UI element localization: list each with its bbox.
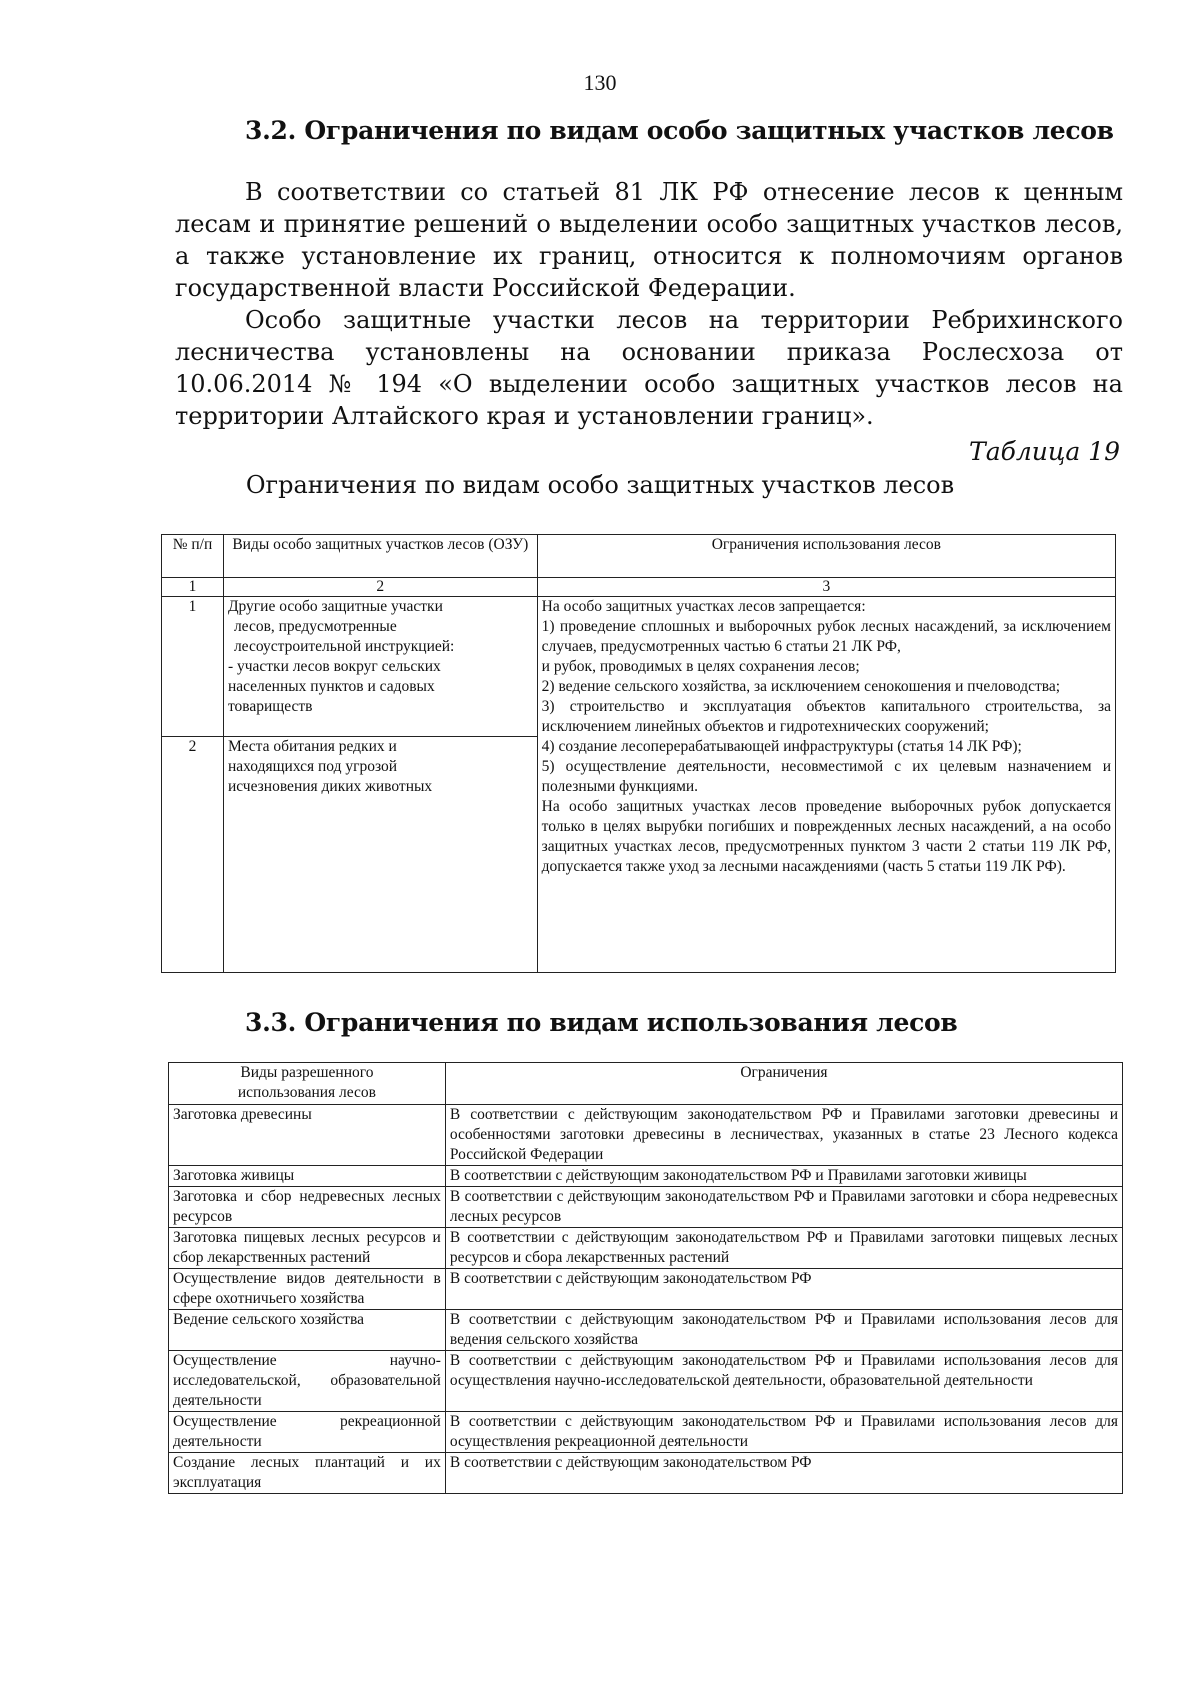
table-row [162, 597, 1116, 737]
ozu-type-line: товариществ [227, 698, 313, 715]
header-use-type: Виды разрешенного использования лесов [169, 1063, 446, 1105]
restriction-cell: В соответствии с действующим законодательством РФ и Правилами заготовки пищевых лесных ресурсов и сбора лекарственных растений [445, 1228, 1122, 1269]
ozu-type-line: населенных пунктов и садовых [227, 678, 435, 695]
ozu-type-line: Другие особо защитные участки [227, 598, 443, 615]
table-caption: Ограничения по видам особо защитных участков лесов [245, 471, 955, 499]
restriction-text: 3) строительство и эксплуатация объектов капитального строительства, за исключением линейных объектов и гидротехнических сооружений; [541, 698, 1111, 735]
ozu-type-line: находящихся под угрозой [227, 758, 398, 775]
ozu-type-line: исчезновения диких животных [227, 778, 433, 795]
table-header-row [169, 1063, 1123, 1105]
table-row [169, 1453, 1123, 1494]
restriction-cell: В соответствии с действующим законодательством РФ [445, 1453, 1122, 1494]
restriction-cell: В соответствии с действующим законодательством РФ [445, 1269, 1122, 1310]
row-number: 2 [162, 737, 224, 973]
row-number: 1 [162, 597, 224, 737]
table-header-row [162, 535, 1116, 578]
header-ozu-type: Виды особо защитных участков лесов (ОЗУ) [223, 535, 537, 578]
restriction-text: 2) ведение сельского хозяйства, за исключением сенокошения и пчеловодства; [541, 678, 1061, 695]
paragraph-1: В соответствии со статьей 81 ЛК РФ отнесение лесов к ценным лесам и принятие решений о выделении особо защитных участков лесов, а также установление их границ, относится к полномочиям органов государственной власти Российской Федерации. [175, 178, 1123, 302]
use-type-cell: Заготовка пищевых лесных ресурсов и сбор лекарственных растений [169, 1228, 446, 1269]
column-number: 1 [162, 578, 224, 597]
restriction-text: На особо защитных участках лесов проведение выборочных рубок допускается только в целях вырубки погибших и поврежденных лесных насаждений, а на особо защитных участках лесов, предусмотренных пунктом 3 части 2 статьи 119 ЛК РФ, допускается также уход за лесными насаждениями (часть 5 статьи 119 ЛК РФ). [541, 798, 1111, 875]
restriction-text: На особо защитных участках лесов запрещается: [541, 598, 866, 615]
paragraph-2: Особо защитные участки лесов на территории Ребрихинского лесничества установлены на основании приказа Рослесхоза от 10.06.2014 № 194 «О выделении особо защитных участков лесов на территории Алтайского края и установлении границ». [175, 306, 1123, 430]
restriction-text: 5) осуществление деятельности, несовместимой с их целевым назначением и полезными функциями. [541, 758, 1111, 795]
use-type-cell: Осуществление видов деятельности в сфере охотничьего хозяйства [169, 1269, 446, 1310]
use-type-cell: Создание лесных плантаций и их эксплуатация [169, 1453, 446, 1494]
restriction-cell: В соответствии с действующим законодательством РФ и Правилами заготовки и сбора недревесных лесных ресурсов [445, 1187, 1122, 1228]
table-19 [161, 534, 1116, 973]
section-3-3-title: 3.3. Ограничения по видам использования лесов [245, 1008, 958, 1037]
restriction-text: 4) создание лесоперерабатывающей инфраструктуры (статья 14 ЛК РФ); [541, 738, 1022, 755]
table-forest-use-restrictions [168, 1062, 1123, 1494]
ozu-type-line: - участки лесов вокруг сельских [227, 658, 441, 675]
use-type-cell: Заготовка и сбор недревесных лесных ресурсов [169, 1187, 446, 1228]
ozu-type-line: Места обитания редких и [227, 738, 397, 755]
ozu-type-cell [223, 597, 537, 737]
use-type-cell: Заготовка древесины [169, 1105, 446, 1166]
section-3-2-title: 3.2. Ограничения по видам особо защитных участков лесов [245, 116, 1114, 145]
restrictions-cell [537, 597, 1115, 973]
page-number: 130 [583, 70, 617, 95]
header-restrictions: Ограничения использования лесов [537, 535, 1115, 578]
table-row [169, 1269, 1123, 1310]
header-restrictions: Ограничения [445, 1063, 1122, 1105]
column-number-row [162, 578, 1116, 597]
section-3-2-body [175, 176, 1123, 432]
table-row [169, 1187, 1123, 1228]
ozu-type-line: лесов, предусмотренные [233, 618, 397, 635]
table-row [169, 1412, 1123, 1453]
column-number: 2 [223, 578, 537, 597]
restriction-cell: В соответствии с действующим законодательством РФ и Правилами заготовки древесины и особенностями заготовки древесины в лесничествах, указанных в статье 23 Лесного кодекса Российской Федерации [445, 1105, 1122, 1166]
use-type-cell: Заготовка живицы [169, 1166, 446, 1187]
table-row [169, 1105, 1123, 1166]
table-row [169, 1228, 1123, 1269]
restriction-cell: В соответствии с действующим законодательством РФ и Правилами использования лесов для осуществления рекреационной деятельности [445, 1412, 1122, 1453]
column-number: 3 [537, 578, 1115, 597]
restriction-text: и рубок, проводимых в целях сохранения лесов; [541, 658, 860, 675]
table-row [169, 1310, 1123, 1351]
restriction-cell: В соответствии с действующим законодательством РФ и Правилами использования лесов для осуществления научно-исследовательской деятельности, образовательной деятельности [445, 1351, 1122, 1412]
ozu-type-line: лесоустроительной инструкцией: [233, 638, 455, 655]
table-row [169, 1351, 1123, 1412]
restriction-cell: В соответствии с действующим законодательством РФ и Правилами заготовки живицы [445, 1166, 1122, 1187]
use-type-cell: Ведение сельского хозяйства [169, 1310, 446, 1351]
table-row [169, 1166, 1123, 1187]
use-type-cell: Осуществление научно-исследовательской, образовательной деятельности [169, 1351, 446, 1412]
restriction-text: 1) проведение сплошных и выборочных рубок лесных насаждений, за исключением случаев, предусмотренных частью 6 статьи 21 ЛК РФ, [541, 618, 1111, 655]
header-number: № п/п [162, 535, 224, 578]
use-type-cell: Осуществление рекреационной деятельности [169, 1412, 446, 1453]
table-number: Таблица 19 [969, 437, 1120, 466]
ozu-type-cell [223, 737, 537, 973]
restriction-cell: В соответствии с действующим законодательством РФ и Правилами использования лесов для ведения сельского хозяйства [445, 1310, 1122, 1351]
